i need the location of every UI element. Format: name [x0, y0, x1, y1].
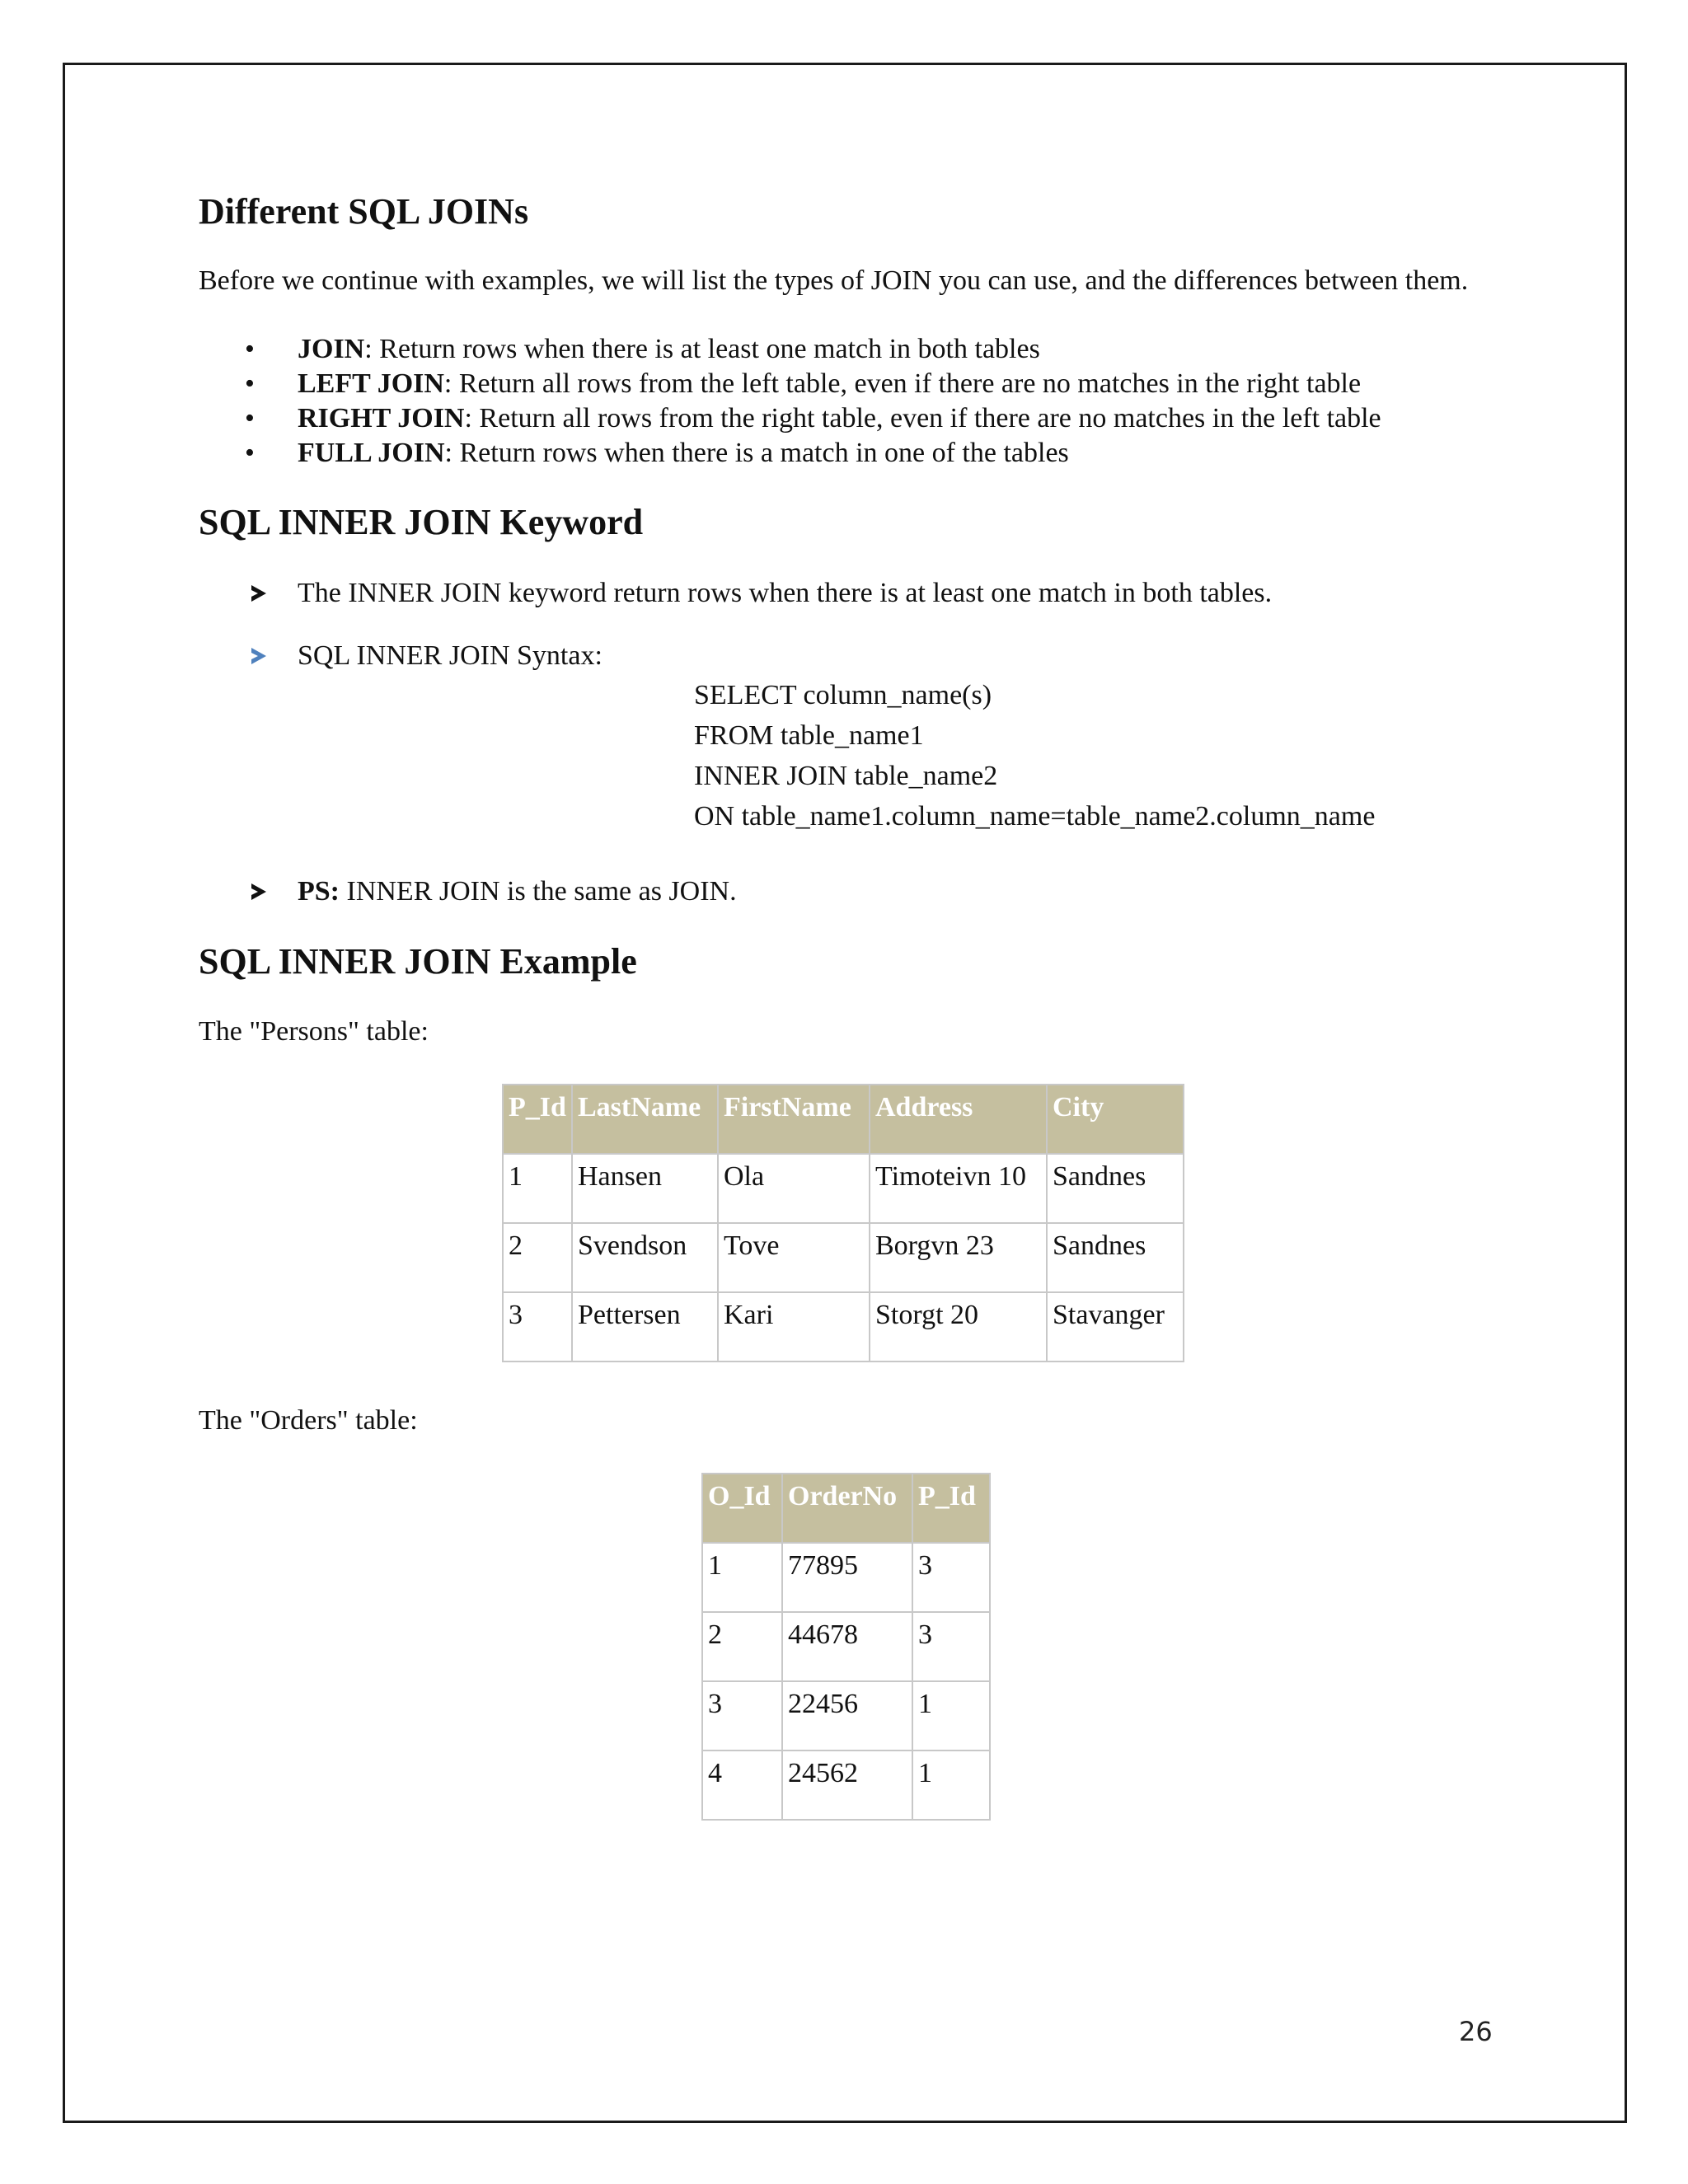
- page-number: 26: [1459, 2016, 1493, 2047]
- table-cell: 1: [912, 1681, 990, 1750]
- table-row: [503, 1292, 1184, 1361]
- table-cell: Sandnes: [1047, 1154, 1184, 1223]
- table-cell: Timoteivn 10: [870, 1154, 1047, 1223]
- table-cell: Svendson: [572, 1223, 718, 1292]
- heading-inner-join-example: SQL INNER JOIN Example: [199, 941, 637, 982]
- column-header: LastName: [572, 1085, 718, 1154]
- heading-inner-join-keyword: SQL INNER JOIN Keyword: [199, 502, 644, 542]
- bullet-dot-icon: •: [245, 368, 255, 399]
- arrow-bullet-icon: [251, 648, 266, 664]
- table-cell: 3: [912, 1543, 990, 1612]
- column-header: P_Id: [503, 1085, 572, 1154]
- inner-join-syntax-label: [199, 638, 1494, 673]
- table-row: [702, 1612, 990, 1681]
- term-right-join: RIGHT JOIN: [298, 403, 465, 434]
- persons-table-caption: The "Persons" table:: [199, 1016, 429, 1047]
- table-cell: 1: [912, 1750, 990, 1820]
- column-header: FirstName: [718, 1085, 870, 1154]
- join-types-list: [199, 332, 1494, 471]
- inner-join-description-text: The INNER JOIN keyword return rows when there is at least one match in both tables.: [298, 578, 1273, 608]
- table-cell: Tove: [718, 1223, 870, 1292]
- syntax-block: [694, 675, 1494, 837]
- table-cell: 1: [702, 1543, 782, 1612]
- table-cell: Stavanger: [1047, 1292, 1184, 1361]
- table-row: [702, 1681, 990, 1750]
- bullet-dot-icon: •: [245, 403, 255, 434]
- arrow-bullet-icon: [251, 585, 266, 602]
- table-cell: Borgvn 23: [870, 1223, 1047, 1292]
- desc-right-join: : Return all rows from the right table, even if there are no matches in the left table: [464, 403, 1381, 434]
- table-row: [503, 1223, 1184, 1292]
- ps-note: [199, 874, 1494, 909]
- syntax-line: INNER JOIN table_name2: [694, 761, 998, 791]
- table-cell: 3: [702, 1681, 782, 1750]
- table-cell: 22456: [782, 1681, 912, 1750]
- table-cell: 3: [912, 1612, 990, 1681]
- list-item-full-join: [199, 436, 1494, 471]
- orders-table: [701, 1473, 991, 1821]
- orders-table-caption: The "Orders" table:: [199, 1405, 418, 1436]
- table-cell: Ola: [718, 1154, 870, 1223]
- table-cell: 2: [503, 1223, 572, 1292]
- table-cell: Sandnes: [1047, 1223, 1184, 1292]
- syntax-line: FROM table_name1: [694, 720, 924, 751]
- column-header: P_Id: [912, 1474, 990, 1543]
- list-item-right-join: [199, 401, 1494, 436]
- ps-label: PS:: [298, 876, 340, 907]
- syntax-label-text: SQL INNER JOIN Syntax:: [298, 640, 603, 671]
- table-cell: 3: [503, 1292, 572, 1361]
- table-row: [702, 1543, 990, 1612]
- term-left-join: LEFT JOIN: [298, 368, 444, 399]
- syntax-line: ON table_name1.column_name=table_name2.column_name: [694, 801, 1376, 832]
- ps-text: INNER JOIN is the same as JOIN.: [340, 876, 737, 907]
- table-header-row: [702, 1474, 990, 1543]
- table-cell: 44678: [782, 1612, 912, 1681]
- desc-join: : Return rows when there is at least one match in both tables: [364, 334, 1040, 364]
- list-item-join: [199, 332, 1494, 367]
- column-header: Address: [870, 1085, 1047, 1154]
- table-cell: Kari: [718, 1292, 870, 1361]
- bullet-dot-icon: •: [245, 334, 255, 364]
- desc-left-join: : Return all rows from the left table, even if there are no matches in the right table: [443, 368, 1362, 399]
- table-cell: 2: [702, 1612, 782, 1681]
- column-header: O_Id: [702, 1474, 782, 1543]
- syntax-line: SELECT column_name(s): [694, 680, 992, 710]
- table-header-row: [503, 1085, 1184, 1154]
- table-cell: Storgt 20: [870, 1292, 1047, 1361]
- table-row: [702, 1750, 990, 1820]
- table-row: [503, 1154, 1184, 1223]
- column-header: OrderNo: [782, 1474, 912, 1543]
- inner-join-description: [199, 575, 1494, 611]
- table-cell: 77895: [782, 1543, 912, 1612]
- table-cell: Pettersen: [572, 1292, 718, 1361]
- table-cell: Hansen: [572, 1154, 718, 1223]
- term-join: JOIN: [298, 334, 365, 364]
- table-cell: 4: [702, 1750, 782, 1820]
- bullet-dot-icon: •: [245, 438, 255, 468]
- table-cell: 1: [503, 1154, 572, 1223]
- column-header: City: [1047, 1085, 1184, 1154]
- persons-table: [502, 1084, 1184, 1362]
- arrow-bullet-icon: [251, 883, 266, 900]
- heading-different-sql-joins: Different SQL JOINs: [199, 191, 529, 232]
- desc-full-join: : Return rows when there is a match in one of the tables: [444, 438, 1069, 468]
- list-item-left-join: [199, 367, 1494, 401]
- document-content: [199, 190, 1494, 1821]
- term-full-join: FULL JOIN: [298, 438, 445, 468]
- intro-paragraph: Before we continue with examples, we will list the types of JOIN you can use, and the differences between them.: [199, 265, 1469, 296]
- table-cell: 24562: [782, 1750, 912, 1820]
